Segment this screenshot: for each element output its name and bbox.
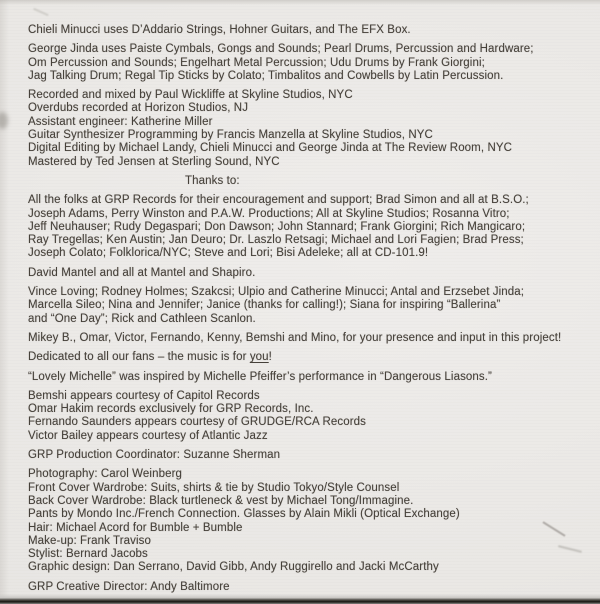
equipment-credit-george [28, 43, 600, 83]
text-line [28, 351, 600, 364]
text-line: Stylist: Bernard Jacobs [28, 548, 148, 561]
text-line: Chieli Minucci uses D’Addario Strings, Hohner Guitars, and The EFX Box. [28, 24, 411, 36]
courtesy-credits [28, 390, 600, 443]
inspiration-note [28, 371, 600, 384]
text-line: Make-up: Frank Traviso [28, 534, 151, 547]
creative-director-credit [28, 581, 600, 594]
text-line: Back Cover Wardrobe: Black turtleneck & vest by Michael Tong/Immagine. [28, 494, 414, 507]
scan-smudge [0, 112, 8, 129]
text-line: George Jinda uses Paiste Cymbals, Gongs and Sounds; Pearl Drums, Percussion and Hardware; [28, 43, 534, 56]
thanks-list-grp [28, 194, 600, 260]
text-line: Photography: Carol Weinberg [28, 468, 182, 481]
text-line: Hair: Michael Acord for Bumble + Bumble [28, 521, 243, 534]
text-line: GRP Creative Director: Andy Baltimore [28, 580, 230, 593]
thanks-heading [28, 175, 600, 188]
text-line: Pants by Mondo Inc./French Connection. Glasses by Alain Mikli (Optical Exchange) [28, 508, 460, 521]
scan-bottom-edge [0, 594, 600, 604]
text-line: Omar Hakim records exclusively for GRP Records, Inc. [28, 403, 314, 416]
text-line: Digital Editing by Michael Landy, Chieli Minucci and George Jinda at The Review Room, NYC [28, 142, 513, 155]
text-line: Overdubs recorded at Horizon Studios, NJ [28, 102, 249, 115]
styling-credits [28, 468, 600, 574]
text-line: Ray Tregellas; Ken Austin; Jan Deuro; Dr. Laszlo Retsagi; Michael and Lori Fagien; Brad Press; [28, 234, 524, 247]
credits-text-column [28, 24, 600, 600]
text-line: Joseph Colato; Folklorica/NYC; Steve and Lori; Bisi Adeleke; all at CD-101.9! [28, 247, 429, 260]
text-line: and “One Day”; Rick and Cathleen Scanlon. [28, 312, 256, 325]
recording-credits [28, 89, 600, 169]
text-line: Guitar Synthesizer Programming by Francis Manzella at Skyline Studios, NYC [28, 129, 433, 142]
production-coordinator-credit [28, 449, 600, 462]
text-line: “Lovely Michelle” was inspired by Michelle Pfeiffer’s performance in “Dangerous Liasons.” [28, 370, 492, 383]
text-line: Joseph Adams, Perry Winston and P.A.W. Productions; All at Skyline Studios; Rosanna Vitro; [28, 207, 510, 220]
text-line: Mastered by Ted Jensen at Sterling Sound, NYC [28, 155, 280, 168]
text-line: Marcella Sileo; Nina and Jennifer; Janice (thanks for calling!); Siana for inspiring “Ballerina” [28, 299, 501, 312]
text-line: Front Cover Wardrobe: Suits, shirts & tie by Studio Tokyo/Style Counsel [28, 481, 400, 494]
equipment-credit-chieli [28, 24, 600, 37]
text-line: Jeff Neuhauser; Rudy Degaspari; Don Dawson; John Stannard; Frank Giorgini; Rich Mangicaro; [28, 220, 526, 233]
dedication-underlined-word: you [249, 351, 269, 364]
thanks-friends [28, 286, 600, 326]
text-line: Bemshi appears courtesy of Capitol Records [28, 389, 260, 402]
text-line: Recorded and mixed by Paul Wickliffe at Skyline Studios, NYC [28, 89, 353, 102]
text-line: Vince Loving; Rodney Holmes; Szakcsi; Ulpio and Catherine Minucci; Antal and Erzsebet Jinda; [28, 286, 525, 299]
text-line: Om Percussion and Sounds; Engelhart Metal Percussion; Udu Drums by Frank Giorgini; [28, 56, 485, 69]
text-line: David Mantel and all at Mantel and Shapiro. [28, 266, 256, 279]
thanks-heading-label: Thanks to: [185, 174, 240, 187]
text-line: GRP Production Coordinator: Suzanne Sherman [28, 449, 281, 462]
text-line: Jag Talking Drum; Regal Tip Sticks by Colato; Timbalitos and Cowbells by Latin Percussion. [28, 69, 504, 82]
dedication-line [28, 351, 600, 364]
text-line: Fernando Saunders appears courtesy of GRUDGE/RCA Records [28, 416, 366, 429]
text-line: Assistant engineer: Katherine Miller [28, 115, 213, 128]
text-line: Victor Bailey appears courtesy of Atlantic Jazz [28, 429, 268, 442]
text-line: Mikey B., Omar, Victor, Fernando, Kenny, Bemshi and Mino, for your presence and input in this project! [28, 331, 562, 344]
scan-scratch [33, 8, 48, 16]
text-line: Graphic design: Dan Serrano, David Gibb, Andy Ruggirello and Jacki McCarthy [28, 561, 439, 574]
thanks-mantel [28, 267, 600, 280]
text-line: All the folks at GRP Records for their encouragement and support; Brad Simon and all at B.S.O.; [28, 194, 529, 207]
thanks-band [28, 332, 600, 345]
dedication-prefix: Dedicated to all our fans – the music is for [28, 351, 250, 364]
dedication-suffix: ! [268, 351, 272, 364]
